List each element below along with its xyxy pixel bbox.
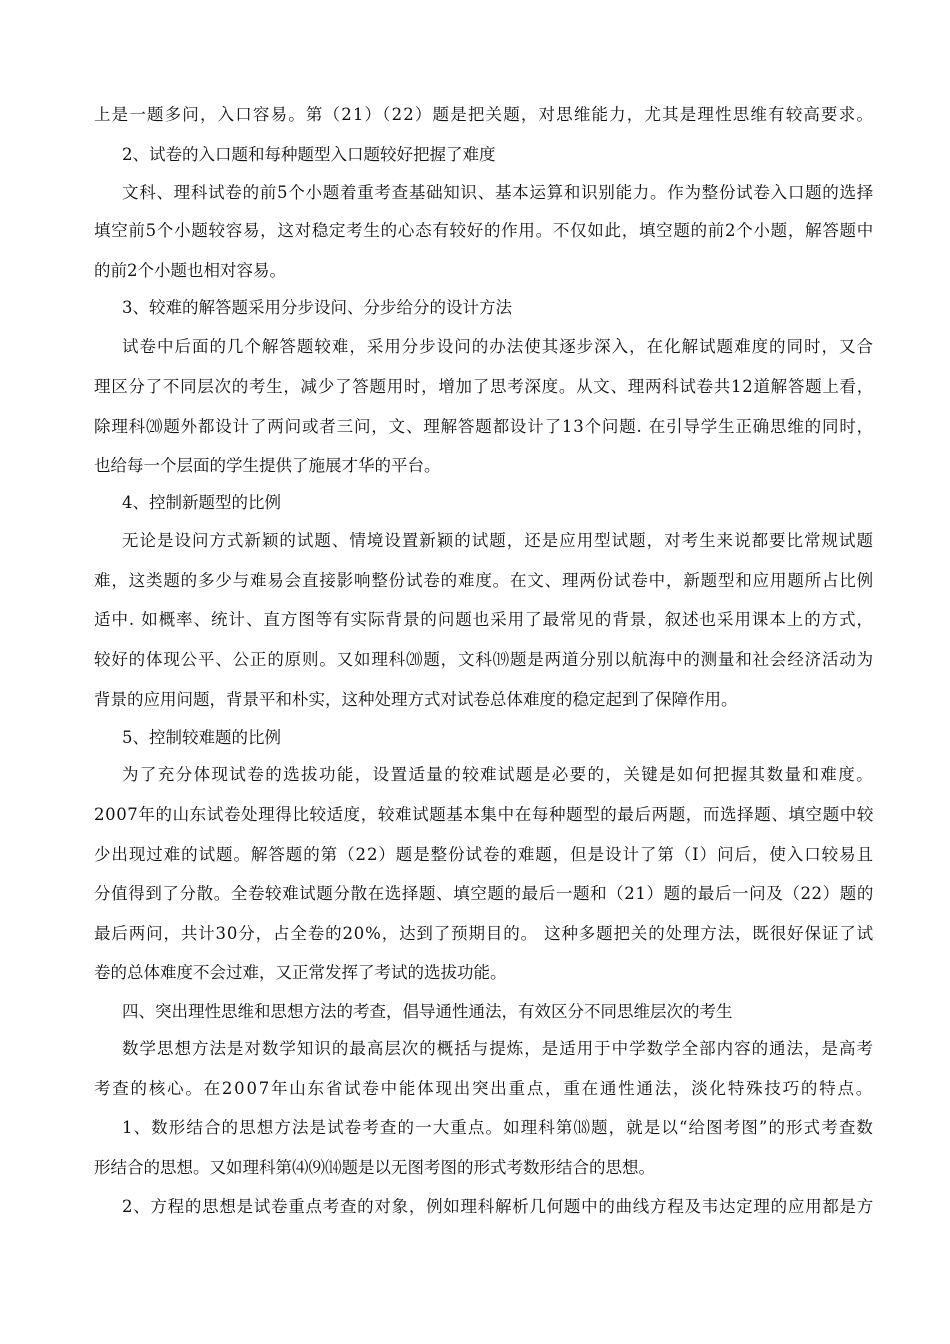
text-line: 2、方程的思想是试卷重点考查的对象，例如理科解析几何题中的曲线方程及韦达定理的应用都是方 bbox=[122, 1197, 874, 1216]
section-heading: 5、控制较难题的比例 bbox=[122, 728, 281, 747]
text-line: 也给每一个层面的学生提供了施展才华的平台。 bbox=[94, 456, 441, 475]
text-line: 分值得到了分散。全卷较难试题分散在选择题、填空题的最后一题和（21）题的最后一问及（22）题的 bbox=[94, 884, 874, 903]
text-line: 文科、理科试卷的前5个小题着重考查基础知识、基本运算和识别能力。作为整份试卷入口题的选择 bbox=[122, 183, 874, 202]
text-line: 适中. 如概率、统计、直方图等有实际背景的问题也采用了最常见的背景，叙述也采用课本上的方式， bbox=[94, 610, 875, 629]
text-line: 背景的应用问题，背景平和朴实，这种处理方式对试卷总体难度的稳定起到了保障作用。 bbox=[94, 690, 738, 709]
text-line: 为了充分体现试卷的选拔功能，设置适量的较难试题是必要的，关键是如何把握其数量和难度。 bbox=[122, 765, 875, 784]
section-heading: 4、控制新题型的比例 bbox=[122, 493, 281, 512]
text-line: 理区分了不同层次的考生，减少了答题用时，增加了思考深度。从文、理两科试卷共12道解答题上看， bbox=[94, 377, 874, 396]
text-line: 的前2个小题也相对容易。 bbox=[94, 261, 286, 280]
text-line: 填空前5个小题较容易，这对稳定考生的心态有较好的作用。不仅如此，填空题的前2个小题，解答题中 bbox=[94, 221, 874, 240]
text-line: 最后两问，共计30分，占全卷的20%，达到了预期目的。 这种多题把关的处理方法，既很好保证了试 bbox=[94, 924, 874, 943]
text-line: 形结合的思想。又如理科第⑷⑼⒁题是以无图考图的形式考数形结合的思想。 bbox=[94, 1158, 655, 1177]
text-line: 数学思想方法是对数学知识的最高层次的概括与提炼，是适用于中学数学全部内容的通法，是高考 bbox=[122, 1039, 874, 1058]
text-line: 上是一题多问，入口容易。第（21）（22）题是把关题，对思维能力，尤其是理性思维有较高要求。 bbox=[94, 105, 875, 124]
text-line: 较好的体现公平、公正的原则。又如理科⒇题，文科⒆题是两道分别以航海中的测量和社会经济活动为 bbox=[94, 650, 874, 669]
text-line: 试卷中后面的几个解答题较难，采用分步设问的办法使其逐步深入，在化解试题难度的同时，又合 bbox=[122, 337, 874, 356]
text-line: 2007年的山东试卷处理得比较适度，较难试题基本集中在每种题型的最后两题，而选择题、填空题中较 bbox=[94, 805, 874, 824]
text-line: 除理科⒇题外都设计了两问或者三问，文、理解答题都设计了13个问题. 在引导学生正确思维的同时， bbox=[94, 417, 874, 436]
section-heading: 2、试卷的入口题和每种题型入口题较好把握了难度 bbox=[122, 145, 496, 164]
text-line: 无论是设问方式新颖的试题、情境设置新颖的试题，还是应用型试题，对考生来说都要比常规试题 bbox=[122, 531, 874, 550]
section-heading: 3、较难的解答题采用分步设问、分步给分的设计方法 bbox=[122, 298, 512, 317]
text-line: 考查的核心。在2007年山东省试卷中能体现出突出重点，重在通性通法，淡化特殊技巧的特点。 bbox=[94, 1079, 875, 1098]
text-line: 卷的总体难度不会过难，又正常发挥了考试的选拔功能。 bbox=[94, 963, 507, 982]
text-line: 1、数形结合的思想方法是试卷考查的一大重点。如理科第⒅题，就是以“给图考图”的形式考查数 bbox=[122, 1118, 875, 1137]
section-heading: 四、突出理性思维和思想方法的考查，倡导通性通法，有效区分不同思维层次的考生 bbox=[122, 1002, 733, 1021]
text-line: 难，这类题的多少与难易会直接影响整份试卷的难度。在文、理两份试卷中，新题型和应用题所占比例 bbox=[94, 571, 874, 590]
text-line: 少出现过难的试题。解答题的第（22）题是整份试卷的难题，但是设计了第（Ⅰ）问后，使入口较易且 bbox=[94, 845, 874, 864]
